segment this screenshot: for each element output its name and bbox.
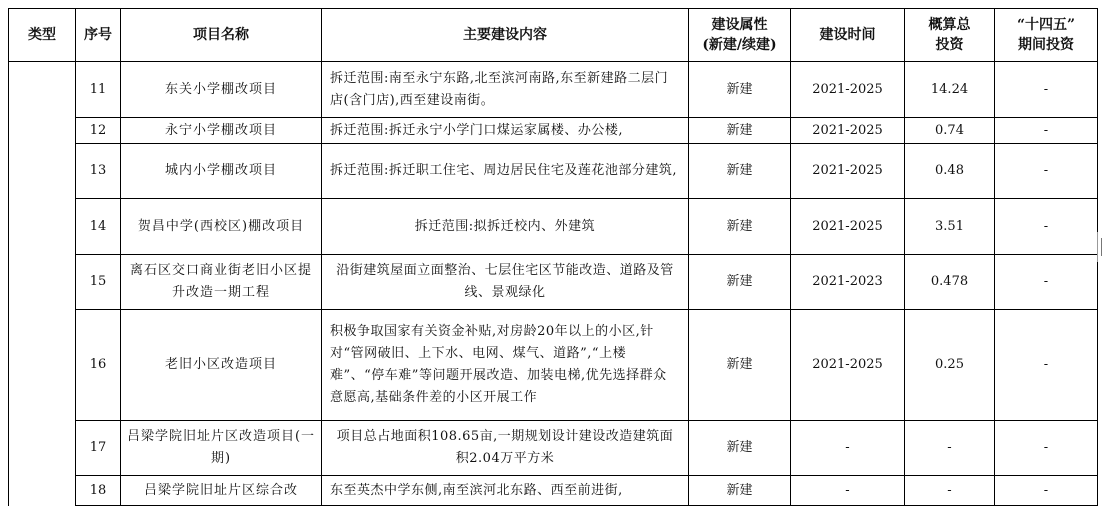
row-budget: 0.25 <box>905 310 995 421</box>
table-row <box>9 476 1098 506</box>
row-content: 拆迁范围:拆迁职工住宅、周边居民住宅及莲花池部分建筑, <box>322 144 689 199</box>
row-time: - <box>791 421 905 476</box>
type-cell <box>9 62 76 506</box>
row-time: - <box>791 476 905 506</box>
row-plan: - <box>995 62 1098 118</box>
row-content: 项目总占地面积108.65亩,一期规划设计建设改造建筑面积2.04万平方米 <box>322 421 689 476</box>
row-plan: - <box>995 199 1098 255</box>
row-budget: - <box>905 476 995 506</box>
row-attr: 新建 <box>689 62 791 118</box>
resize-grip-icon <box>1101 238 1106 256</box>
row-no: 13 <box>76 144 121 199</box>
row-name: 城内小学棚改项目 <box>121 144 322 199</box>
row-plan: - <box>995 144 1098 199</box>
header-attr-line1: 建设属性 <box>711 17 768 33</box>
row-attr: 新建 <box>689 118 791 144</box>
table-row <box>9 62 1098 118</box>
table-row <box>9 310 1098 421</box>
row-name: 吕梁学院旧址片区改造项目(一期) <box>121 421 322 476</box>
table-row <box>9 255 1098 310</box>
row-attr: 新建 <box>689 199 791 255</box>
row-attr: 新建 <box>689 144 791 199</box>
table-row <box>9 144 1098 199</box>
table-row <box>9 199 1098 255</box>
header-plan-line1: “十四五” <box>1016 17 1076 33</box>
header-time: 建设时间 <box>791 9 905 62</box>
header-type: 类型 <box>9 9 76 62</box>
row-plan: - <box>995 118 1098 144</box>
row-plan: - <box>995 421 1098 476</box>
row-time: 2021-2025 <box>791 62 905 118</box>
row-content: 拆迁范围:拆迁永宁小学门口煤运家属楼、办公楼, <box>322 118 689 144</box>
row-plan: - <box>995 476 1098 506</box>
row-attr: 新建 <box>689 421 791 476</box>
header-budget <box>905 9 995 62</box>
row-content: 东至英杰中学东侧,南至滨河北东路、西至前进街, <box>322 476 689 506</box>
row-name: 贺昌中学(西校区)棚改项目 <box>121 199 322 255</box>
row-no: 11 <box>76 62 121 118</box>
header-plan <box>995 9 1098 62</box>
table-row <box>9 421 1098 476</box>
row-budget: - <box>905 421 995 476</box>
project-table <box>8 8 1098 506</box>
header-budget-line1: 概算总 <box>928 17 971 33</box>
row-no: 17 <box>76 421 121 476</box>
row-plan: - <box>995 310 1098 421</box>
header-content: 主要建设内容 <box>322 9 689 62</box>
row-budget: 14.24 <box>905 62 995 118</box>
row-time: 2021-2025 <box>791 310 905 421</box>
row-attr: 新建 <box>689 476 791 506</box>
row-content: 沿街建筑屋面立面整治、七层住宅区节能改造、道路及管线、景观绿化 <box>322 255 689 310</box>
row-name: 吕梁学院旧址片区综合改 <box>121 476 322 506</box>
row-name: 东关小学棚改项目 <box>121 62 322 118</box>
header-attr <box>689 9 791 62</box>
row-no: 18 <box>76 476 121 506</box>
header-budget-line2: 投资 <box>935 37 964 53</box>
header-row <box>9 9 1098 62</box>
row-no: 16 <box>76 310 121 421</box>
header-plan-line2: 期间投资 <box>1018 37 1074 53</box>
row-content: 拆迁范围:南至永宁东路,北至滨河南路,东至新建路二层门店(含门店),西至建设南街。 <box>322 62 689 118</box>
row-no: 15 <box>76 255 121 310</box>
row-time: 2021-2023 <box>791 255 905 310</box>
table-resize-handle[interactable] <box>1097 232 1108 262</box>
row-attr: 新建 <box>689 255 791 310</box>
row-budget: 3.51 <box>905 199 995 255</box>
row-time: 2021-2025 <box>791 118 905 144</box>
row-no: 14 <box>76 199 121 255</box>
row-time: 2021-2025 <box>791 144 905 199</box>
header-attr-line2: (新建/续建) <box>702 37 777 53</box>
row-budget: 0.74 <box>905 118 995 144</box>
row-content: 拆迁范围:拟拆迁校内、外建筑 <box>322 199 689 255</box>
row-name: 老旧小区改造项目 <box>121 310 322 421</box>
row-name: 离石区交口商业街老旧小区提升改造一期工程 <box>121 255 322 310</box>
row-name: 永宁小学棚改项目 <box>121 118 322 144</box>
row-plan: - <box>995 255 1098 310</box>
row-no: 12 <box>76 118 121 144</box>
row-budget: 0.478 <box>905 255 995 310</box>
table-row <box>9 118 1098 144</box>
header-no: 序号 <box>76 9 121 62</box>
row-time: 2021-2025 <box>791 199 905 255</box>
row-budget: 0.48 <box>905 144 995 199</box>
header-name: 项目名称 <box>121 9 322 62</box>
row-content: 积极争取国家有关资金补贴,对房龄20年以上的小区,针对“管网破旧、上下水、电网、煤气、道路”,“上楼难”、“停车难”等问题开展改造、加装电梯,优先选择群众意愿高,基础条件差的小区开展工作 <box>322 310 689 421</box>
row-attr: 新建 <box>689 310 791 421</box>
